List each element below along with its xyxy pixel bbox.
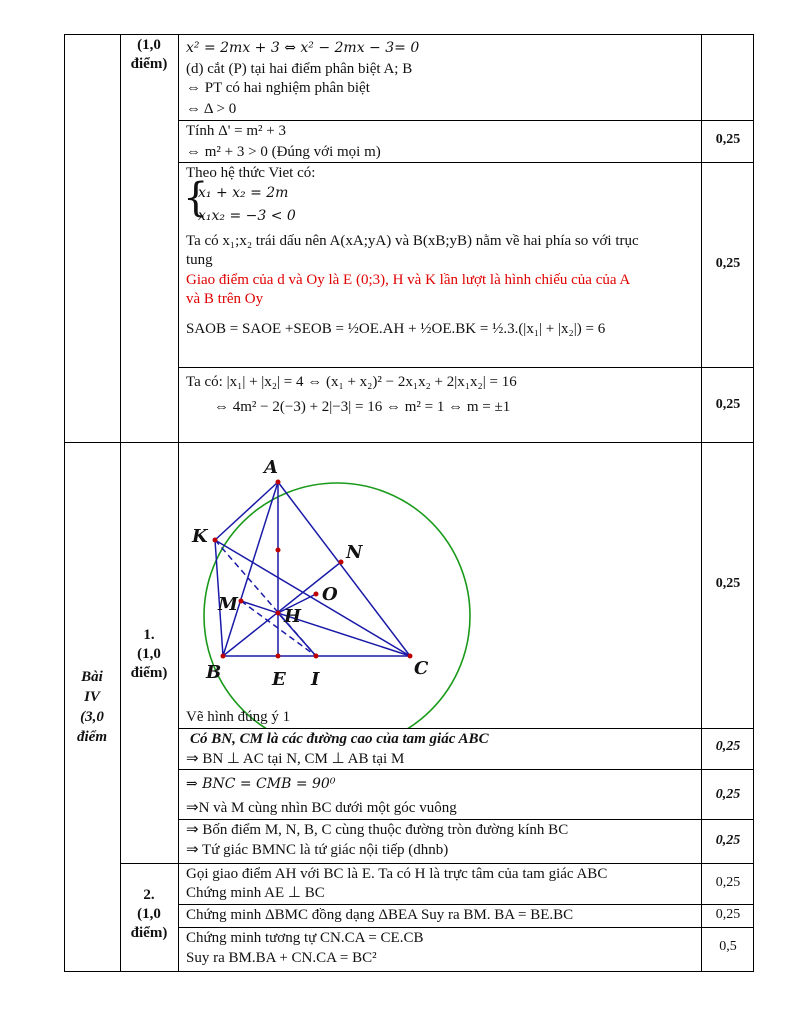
delta-line: Tính Δ' = m² + 3 xyxy=(186,123,287,139)
label-m: M xyxy=(218,594,238,615)
viet-intro: Theo hệ thức Viet có: xyxy=(186,165,316,181)
row-divider xyxy=(178,819,754,820)
row-divider xyxy=(178,904,754,905)
row-divider xyxy=(120,863,754,864)
q2-points-label: 2. (1,0 điểm) xyxy=(130,887,168,941)
label-h: H xyxy=(284,606,302,627)
final-line-2: ⇔ 4m² − 2(−3) + 2|−3| = 16 ⇔ m² = 1 ⇔ m = ±1 xyxy=(214,399,511,415)
condition-line-2: ⇔ PT có hai nghiệm phân biệt xyxy=(186,80,370,96)
table-border-left xyxy=(64,34,65,972)
score-cyclic: 0,25 xyxy=(715,833,741,848)
row-divider xyxy=(178,728,754,729)
bai-iv-label: Bài IV (3,0 điểm xyxy=(77,669,107,745)
label-e: E xyxy=(272,669,286,690)
table-border-right xyxy=(753,34,754,972)
score-orthocenter: 0,25 xyxy=(715,875,741,890)
opposite-sides-line-1: Ta có x₁;x₂ trái dấu nên A(xA;yA) và B(xB;yB) nằm về hai phía so với trục xyxy=(186,233,639,249)
right-angle-line: ⇒N và M cùng nhìn BC dưới một góc vuông xyxy=(186,800,457,816)
label-i: I xyxy=(311,669,320,690)
cyclic-quad-line: ⇒ Tứ giác BMNC là tứ giác nội tiếp (dhnb) xyxy=(186,842,449,858)
label-a: A xyxy=(264,457,278,478)
equation-line: x² = 2mx + 3 ⇔ x² − 2mx − 3= 0 xyxy=(186,40,420,56)
altitude-bn xyxy=(223,562,341,656)
system-brace: { xyxy=(183,175,209,221)
viet-sum: x₁ + x₂ = 2m xyxy=(198,185,289,201)
score-conclusion: 0,5 xyxy=(719,939,737,954)
row-divider xyxy=(178,769,754,770)
label-n: N xyxy=(346,542,363,563)
analogous-line: Chứng minh tương tự CN.CA = CE.CB xyxy=(186,930,424,946)
label-c: C xyxy=(414,658,429,679)
score-final: 0,25 xyxy=(715,397,741,412)
row-divider xyxy=(178,120,754,121)
altitudes-heading: Có BN, CM là các đường cao của tam giác ABC xyxy=(190,731,489,747)
table-border-bottom xyxy=(64,971,754,972)
q1-points-label: 1. (1,0 điểm) xyxy=(130,627,168,681)
score-angles: 0,25 xyxy=(715,787,741,802)
opposite-sides-line-2: tung xyxy=(186,252,213,268)
viet-product: x₁x₂ = −3 < 0 xyxy=(198,208,296,224)
label-o: O xyxy=(322,584,338,605)
score-viet: 0,25 xyxy=(715,256,741,271)
geometry-figure xyxy=(178,442,701,728)
figure-caption: Vẽ hình đúng ý 1 xyxy=(186,709,291,725)
delta-condition: ⇔ m² + 3 > 0 (Đúng với mọi m) xyxy=(186,144,381,160)
part1-points-label: (1,0 điểm) xyxy=(130,37,168,72)
projection-line-2: và B trên Oy xyxy=(186,291,264,307)
area-line: SAOB = SAOE +SEOB = ½OE.AH + ½OE.BK = ½.3.(|x₁| + |x₂|) = 6 xyxy=(186,321,606,337)
row-divider xyxy=(178,367,754,368)
score-delta: 0,25 xyxy=(715,132,741,147)
table-border-top xyxy=(64,34,754,35)
similar-triangles-line: Chứng minh ΔBMC đồng dạng ΔBEA Suy ra BM. BA = BE.BC xyxy=(186,907,574,923)
concyclic-line: ⇒ Bốn điểm M, N, B, C cùng thuộc đường tròn đường kính BC xyxy=(186,822,569,838)
score-altitudes: 0,25 xyxy=(715,739,741,754)
conclusion-line: Suy ra BM.BA + CN.CA = BC² xyxy=(186,950,377,966)
angle-line: ⇒ BNC = CMB = 90⁰ xyxy=(186,776,336,792)
circumcircle xyxy=(204,483,470,728)
row-divider xyxy=(178,927,754,928)
condition-line-1: (d) cắt (P) tại hai điểm phân biệt A; B xyxy=(186,61,413,77)
orthocenter-line: Gọi giao điểm AH với BC là E. Ta có H là trực tâm của tam giác ABC xyxy=(186,866,608,882)
altitude-cm xyxy=(241,601,410,656)
col-divider-1 xyxy=(120,34,121,972)
label-k: K xyxy=(192,526,208,547)
col-divider-3 xyxy=(701,34,702,972)
score-similar: 0,25 xyxy=(715,907,741,922)
final-line-1: Ta có: |x₁| + |x₂| = 4 ⇔ (x₁ + x₂)² − 2x₁x₂ + 2|x₁x₂| = 16 xyxy=(186,374,517,390)
score-figure: 0,25 xyxy=(715,576,741,591)
projection-line-1: Giao điểm của d và Oy là E (0;3), H và K lần lượt là hình chiếu của của A xyxy=(186,272,631,288)
side-ac xyxy=(278,482,410,656)
perpendicular-ae-line: Chứng minh AE ⊥ BC xyxy=(186,885,325,901)
label-b: B xyxy=(206,662,222,683)
perpendicular-line: ⇒ BN ⊥ AC tại N, CM ⊥ AB tại M xyxy=(186,751,405,767)
row-divider xyxy=(178,162,754,163)
condition-line-3: ⇔ Δ > 0 xyxy=(186,101,237,117)
answer-table xyxy=(64,34,754,972)
